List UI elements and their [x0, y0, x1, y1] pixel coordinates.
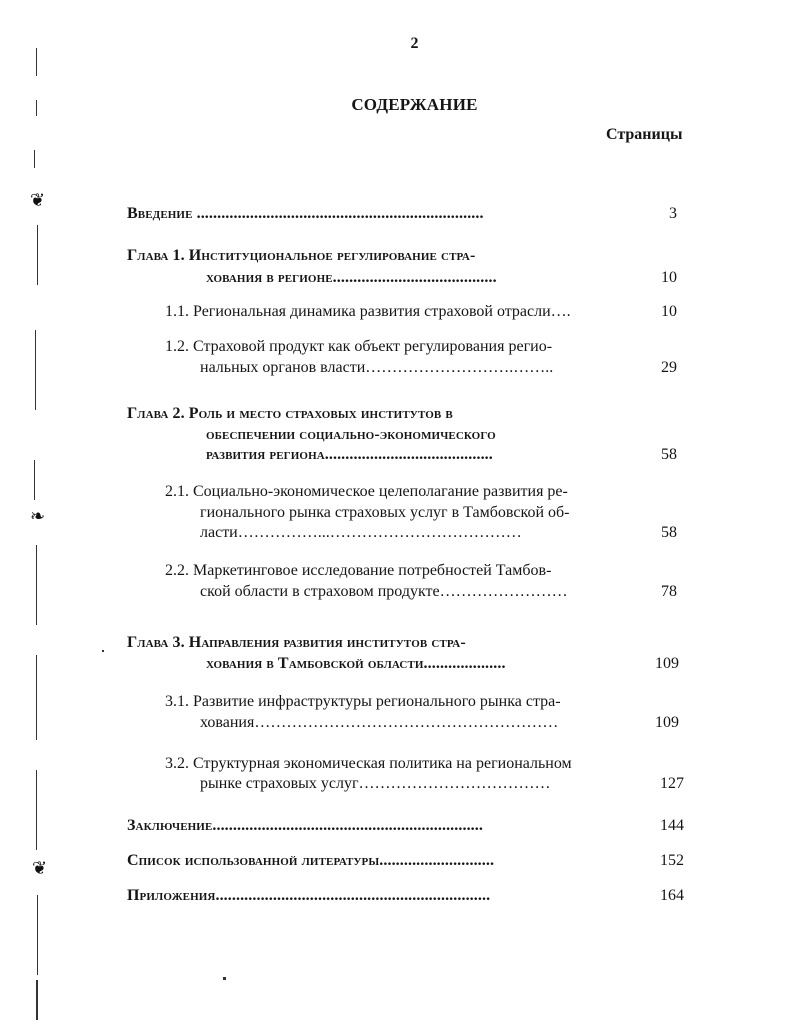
toc-chapter-2-title-cont: обеспечении социально-экономического: [206, 426, 496, 443]
scan-mark: [37, 225, 38, 285]
toc-section-1-2-cont: нальных органов власти……………………….……..: [200, 359, 554, 376]
toc-chapter-3-title: Глава 3. Направления развития институтов стра-: [127, 634, 466, 651]
toc-section-3-1-page: 109: [655, 714, 679, 731]
toc-conclusion-page: 144: [660, 817, 684, 834]
toc-section-3-1-cont: хования…………………………………………………: [200, 714, 559, 731]
scan-mark: [35, 330, 36, 410]
scan-dot: [102, 650, 104, 652]
toc-chapter-1-page: 10: [661, 269, 677, 286]
scan-mark: [36, 545, 37, 625]
toc-section-2-2-cont: ской области в страховом продукте……………………: [200, 583, 568, 600]
toc-chapter-1-title-cont: хования в регионе........................................: [206, 269, 497, 286]
toc-chapter-3-page: 109: [655, 655, 679, 672]
toc-chapter-1-title: Глава 1. Институциональное регулирование стра-: [127, 247, 476, 264]
binding-hole-mark: ❧: [30, 506, 46, 526]
toc-literature: Список использованной литературы............................: [127, 852, 495, 869]
scan-mark: [36, 980, 38, 1020]
binding-hole-mark: ❦: [32, 858, 48, 878]
toc-section-1-1: 1.1. Региональная динамика развития страховой отрасли….: [165, 303, 571, 320]
toc-chapter-2-title-cont: развития региона.........................................: [206, 446, 493, 463]
toc-appendix: Приложения...................................................................: [127, 887, 491, 904]
toc-section-3-2-page: 127: [660, 775, 684, 792]
toc-section-2-1-cont: гионального рынка страховых услуг в Тамбовской об-: [200, 504, 570, 521]
toc-section-3-2: 3.2. Структурная экономическая политика на региональном: [165, 755, 572, 772]
scan-dot: [223, 977, 226, 980]
scan-mark: [34, 460, 35, 500]
pages-column-header: Страницы: [606, 126, 683, 143]
page-title: СОДЕРЖАНИЕ: [351, 95, 478, 114]
toc-chapter-3-title-cont: хования в Тамбовской области....................: [206, 655, 506, 672]
toc-section-1-1-page: 10: [661, 303, 677, 320]
toc-section-1-2-page: 29: [661, 359, 677, 376]
toc-section-1-2: 1.2. Страховой продукт как объект регулирования регио-: [165, 338, 553, 355]
binding-hole-mark: ❦: [30, 190, 46, 210]
toc-section-3-2-cont: рынке страховых услуг………………………………: [200, 775, 551, 792]
toc-literature-page: 152: [660, 852, 684, 869]
toc-appendix-page: 164: [660, 887, 684, 904]
scan-mark: [37, 895, 38, 975]
toc-chapter-2-title: Глава 2. Роль и место страховых институтов в: [127, 405, 453, 422]
toc-section-3-1: 3.1. Развитие инфраструктуры регионального рынка стра-: [165, 693, 561, 710]
scan-mark: [34, 150, 35, 168]
toc-section-2-1-page: 58: [661, 524, 677, 541]
toc-section-2-1-cont: ласти……………...………………………………: [200, 524, 522, 541]
toc-conclusion: Заключение..................................................................: [127, 817, 483, 834]
scan-mark: [36, 655, 37, 740]
toc-intro-page: 3: [669, 205, 677, 222]
toc-section-2-2: 2.2. Маркетинговое исследование потребностей Тамбов-: [165, 562, 552, 579]
toc-section-2-1: 2.1. Социально-экономическое целеполагание развития ре-: [165, 483, 568, 500]
scan-mark: [36, 770, 37, 850]
toc-intro: Введение ......................................................................: [127, 205, 484, 222]
toc-chapter-2-page: 58: [661, 446, 677, 463]
page-number: 2: [410, 35, 419, 52]
toc-section-2-2-page: 78: [661, 583, 677, 600]
